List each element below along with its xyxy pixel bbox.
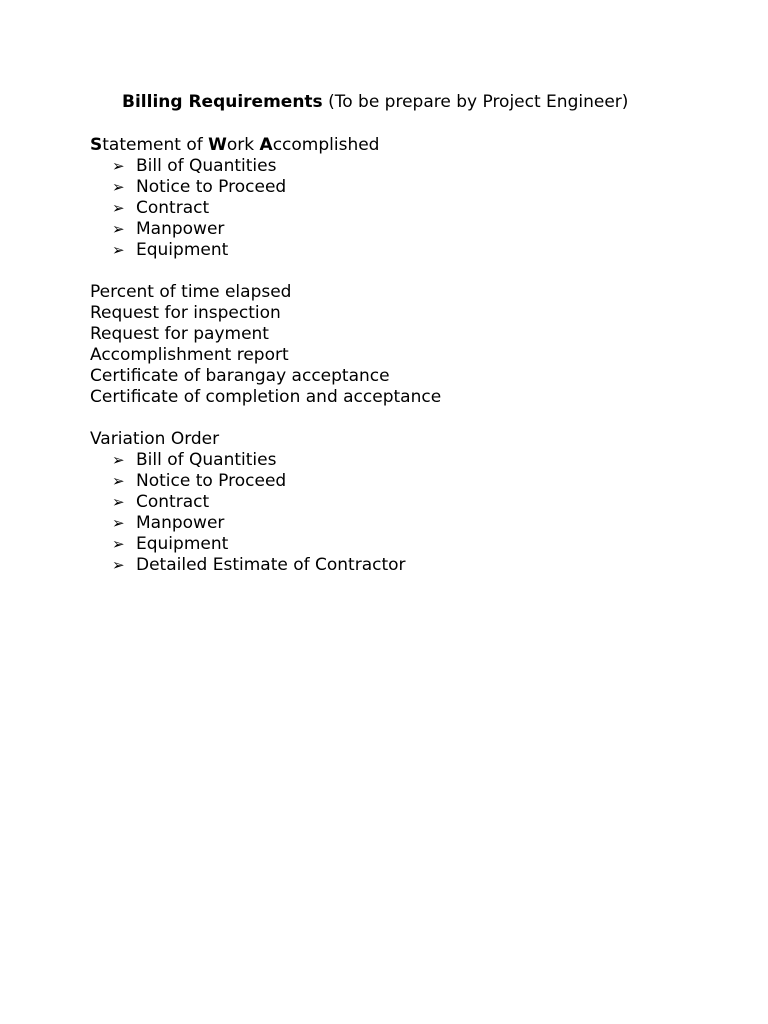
list-item: ➢ Bill of Quantities [112, 156, 277, 176]
list-item: ➢ Contract [112, 492, 210, 512]
requirement-line: Certificate of completion and acceptance [90, 387, 442, 407]
requirement-line: Certificate of barangay acceptance [90, 366, 390, 386]
arrowhead-bullet-icon: ➢ [112, 157, 125, 175]
variation-heading: Variation Order [90, 429, 220, 449]
arrowhead-bullet-icon: ➢ [112, 199, 125, 217]
list-item: ➢ Manpower [112, 513, 225, 533]
requirement-line: Accomplishment report [90, 345, 289, 365]
list-item: ➢ Detailed Estimate of Contractor [112, 555, 406, 575]
list-item: ➢ Equipment [112, 534, 229, 554]
list-item: ➢ Contract [112, 198, 210, 218]
requirement-line: Request for inspection [90, 303, 281, 323]
arrowhead-bullet-icon: ➢ [112, 178, 125, 196]
arrowhead-bullet-icon: ➢ [112, 514, 125, 532]
arrowhead-bullet-icon: ➢ [112, 493, 125, 511]
arrowhead-bullet-icon: ➢ [112, 556, 125, 574]
arrowhead-bullet-icon: ➢ [112, 535, 125, 553]
list-item: ➢ Manpower [112, 219, 225, 239]
document-title [122, 92, 628, 113]
list-item: ➢ Notice to Proceed [112, 177, 287, 197]
requirement-line: Percent of time elapsed [90, 282, 292, 302]
arrowhead-bullet-icon: ➢ [112, 451, 125, 469]
list-item: ➢ Notice to Proceed [112, 471, 287, 491]
swa-heading: Statement of Work Accomplished [90, 135, 380, 155]
list-item: ➢ Equipment [112, 240, 229, 260]
arrowhead-bullet-icon: ➢ [112, 220, 125, 238]
arrowhead-bullet-icon: ➢ [112, 241, 125, 259]
list-item: ➢ Bill of Quantities [112, 450, 277, 470]
arrowhead-bullet-icon: ➢ [112, 472, 125, 490]
title-bold: Billing Requirements [122, 92, 323, 112]
requirement-line: Request for payment [90, 324, 269, 344]
title-subtitle: (To be prepare by Project Engineer) [322, 92, 629, 112]
